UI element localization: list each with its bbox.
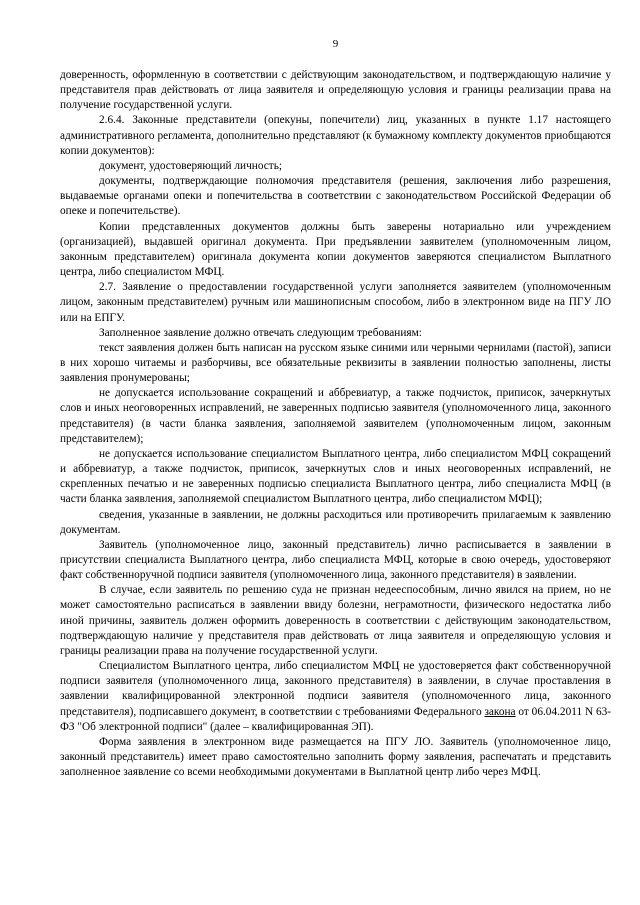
paragraph-text: от 06.04.2011 N 63-ФЗ "Об электронной подписи" (далее – квалифицированная ЭП). — [60, 705, 611, 733]
paragraph: документ, удостоверяющий личность; — [99, 159, 282, 172]
paragraph: 2.6.4. Законные представители (опекуны, попечители) лиц, указанных в пункте 1.17 настоящего административного регламента, дополнительно представляют (к бумажному комплекту документов приобщаются копии документов): — [60, 114, 611, 157]
page-number: 9 — [332, 38, 339, 50]
paragraph: Заполненное заявление должно отвечать следующим требованиям: — [99, 326, 422, 339]
paragraph: документы, подтверждающие полномочия представителя (решения, заключения либо разрешения, выдаваемые органами опеки и попечительства в соответствии с законодательством Российской Федерации об опеке и попечительстве). — [60, 175, 611, 218]
paragraph: не допускается использование специалистом Выплатного центра, либо специалистом МФЦ сокращений и аббревиатур, а также подчисток, приписок, зачеркнутых слов и иных неоговоренных исправлений, не скрепленных печатью и не заверенных подписью специалиста Выплатного центра, либо специалиста МФЦ (в части бланка заявления, заполняемой специалистом Выплатного центра, либо специалистом МФЦ); — [60, 447, 611, 506]
paragraph: Копии представленных документов должны быть заверены нотариально или учреждением (организацией), выдавшей оригинал документа. При предъявлении заявителем (уполномоченным лицом, законным представителем) оригинала документа копии документов заверяются специалистом Выплатного центра, либо специалистом МФЦ. — [60, 220, 611, 279]
paragraph: доверенность, оформленную в соответствии с действующим законодательством, и подтверждающую наличие у представителя прав действовать от лица заявителя и определяющую условия и границы реализации права на получение государственной услуги. — [60, 69, 611, 112]
paragraph: В случае, если заявитель по решению суда не признан недееспособным, лично явился на прием, но не может самостоятельно расписаться в заявлении ввиду болезни, неграмотности, физического недостатка либо иной причины, заявитель должен оформить доверенность в соответствии с действующим законодательством, подтверждающую наличие у представителя прав действовать от лица заявителя и определяющую условия и границы реализации права на получение государственной услуги. — [60, 584, 611, 657]
paragraph: Заявитель (уполномоченное лицо, законный представитель) лично расписывается в заявлении в присутствии специалиста Выплатного центра, либо специалиста МФЦ, которые в свою очередь, удостоверяют факт собственноручной подписи заявителя (уполномоченного лица, законного представителя) в заявлении. — [60, 538, 611, 582]
document-body — [60, 68, 611, 780]
document-page — [60, 0, 611, 905]
paragraph: 2.7. Заявление о предоставлении государственной услуги заполняется заявителем (уполномоченным лицом, законным представителем) ручным или машинописным способом, либо в электронном виде на ПГУ ЛО или на ЕПГУ. — [60, 281, 611, 324]
paragraph: сведения, указанные в заявлении, не должны расходиться или противоречить прилагаемым к заявлению документам. — [60, 508, 611, 536]
law-link[interactable]: закона — [484, 705, 516, 718]
paragraph: не допускается использование сокращений и аббревиатур, а также подчисток, приписок, зачеркнутых слов и иных неоговоренных исправлений, не заверенных подписью заявителя (уполномоченного лица, законного представителя) (в части бланка заявления, заполняемой заявителем (уполномоченным лицом, законным представителем); — [60, 387, 611, 445]
paragraph: Форма заявления в электронном виде размещается на ПГУ ЛО. Заявитель (уполномоченное лицо, законный представитель) имеет право самостоятельно заполнить форму заявления, распечатать и представить заполненное заявление со всеми необходимыми документами в Выплатной центр либо через МФЦ. — [60, 735, 611, 779]
paragraph: текст заявления должен быть написан на русском языке синими или черными чернилами (пастой), записи в них хорошо читаемы и разборчивы, все обязательные реквизиты в заявлении полностью заполнены, листы заявления пронумерованы; — [60, 341, 611, 385]
paragraph — [60, 659, 611, 735]
paragraph-text: Специалистом Выплатного центра, либо специалистом МФЦ не удостоверяется факт собственноручной подписи заявителя (уполномоченного лица, законного представителя) в заявлении, в случае проставления в заявлении квалифицированной электронной подписи заявителя (уполномоченного лица, законного представителя), подписавшего документ, в соответствии с требованиями Федерального — [60, 660, 611, 718]
